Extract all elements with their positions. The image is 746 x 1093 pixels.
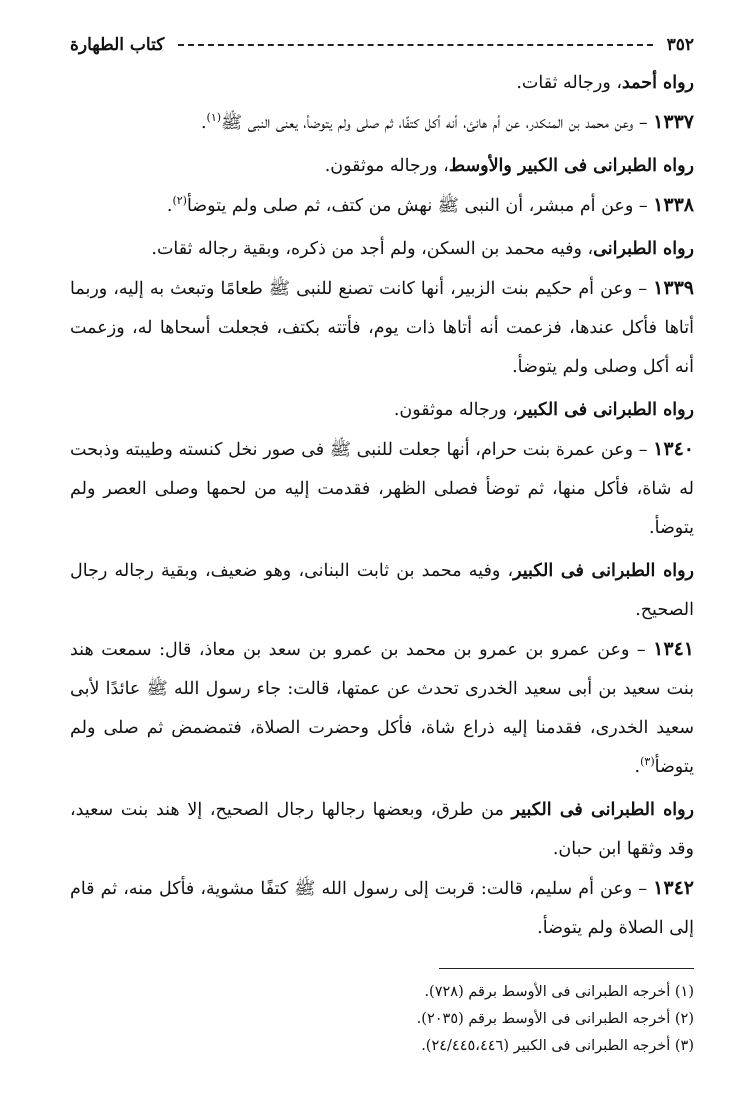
hadith-number: ١٣٣٨: [653, 194, 694, 216]
footnote-separator: [439, 968, 694, 969]
hadith-number: ١٣٤٠: [653, 438, 694, 460]
page-number: ٣٥٢: [666, 35, 694, 55]
source-line: رواه الطبرانى فى الكبير، وفيه محمد بن ثابت البنانى، وهو ضعيف، وبقية رجاله رجال الصحيح.: [70, 561, 695, 620]
hadith-paragraph: ١٣٣٧ – وعن محمد بن المنكدر، عن أم هانئ، أنه أكل كتفًا، ثم صلى ولم يتوضأ، يعنى النبى ﷺ$^{(١)}$.: [200, 111, 694, 133]
footnote-1: (١) أخرجه الطبرانى فى الأوسط برقم (٧٢٨).: [424, 984, 694, 1000]
footnotes: [70, 979, 694, 1060]
hadith-number: ١٣٣٩: [653, 277, 694, 299]
hadith-paragraph: ١٣٣٨ – وعن أم مبشر، أن النبى ﷺ نهش من كتف، ثم صلى ولم يتوضأ$^{(٢)}$.: [166, 194, 694, 216]
footnote-ref[interactable]: (١): [206, 111, 222, 125]
hadith-paragraph: ١٣٤٠ – وعن عمرة بنت حرام، أنها جعلت للنبى ﷺ فى صور نخل كنسته وطيبته وذبحت له شاة، فأكل منها، ثم توضأ فصلى الظهر، فقدمت إليه من لحمها وصلى العصر ولم يتوضأ.: [70, 438, 694, 538]
source-line: رواه الطبرانى فى الكبير، ورجاله موثقون.: [393, 400, 694, 420]
hadith-paragraph: ١٣٤٢ – وعن أم سليم، قالت: قربت إلى رسول الله ﷺ كتفًا مشوية، فأكل منه، ثم قام إلى الصلاة ولم يتوضأ.: [70, 877, 694, 938]
hadith-number: ١٣٣٧: [653, 111, 694, 133]
footnote-ref[interactable]: (٣): [640, 755, 655, 769]
page-header: [70, 30, 694, 60]
hadith-paragraph: ١٣٣٩ – وعن أم حكيم بنت الزبير، أنها كانت تصنع للنبى ﷺ طعامًا وتبعث به إليه، وربما أتاها فأكل عندها، فزعمت أنه أتاها ذات يوم، فأتته بكتف، فجعلت أسحاها له، وزعمت أنه أكل وصلى ولم يتوضأ.: [70, 277, 694, 377]
source-line: رواه الطبرانى فى الكبير من طرق، وبعضها رجالها رجال الصحيح، إلا هند بنت سعيد، وقد وثقها ابن حبان.: [70, 800, 694, 859]
hadith-paragraph: ١٣٤١ – وعن عمرو بن عمرو بن محمد بن عمرو بن سعد بن معاذ، قال: سمعت هند بنت سعيد بن أبى سعيد الخدرى تحدث عن عمتها، قالت: جاء رسول الله ﷺ عائدًا لأبى سعيد الخدرى، فقدمنا إليه ذراع شاة، فأكل وحضرت الصلاة، فتمضمض ثم صلى ولم يتوضأ$^{(٣)}$.: [70, 638, 694, 777]
header-dashed-rule: [178, 44, 652, 46]
source-line: رواه الطبرانى، وفيه محمد بن السكن، ولم أجد من ذكره، وبقية رجاله ثقات.: [151, 239, 694, 259]
footnote-2: (٢) أخرجه الطبرانى فى الأوسط برقم (٢٠٣٥).: [416, 1011, 694, 1027]
hadith-number: ١٣٤١: [653, 638, 694, 660]
footnote-3: (٣) أخرجه الطبرانى فى الكبير (٢٤/٤٤٥،٤٤٦).: [421, 1038, 694, 1054]
hadith-number: ١٣٤٢: [653, 877, 694, 899]
chapter-title: كتاب الطهارة: [70, 35, 165, 55]
source-line: رواه الطبرانى فى الكبير والأوسط، ورجاله موثقون.: [324, 156, 694, 176]
source-line: رواه أحمد، ورجاله ثقات.: [516, 73, 694, 93]
footnote-ref[interactable]: (٢): [172, 194, 187, 208]
main-text: [70, 64, 694, 948]
